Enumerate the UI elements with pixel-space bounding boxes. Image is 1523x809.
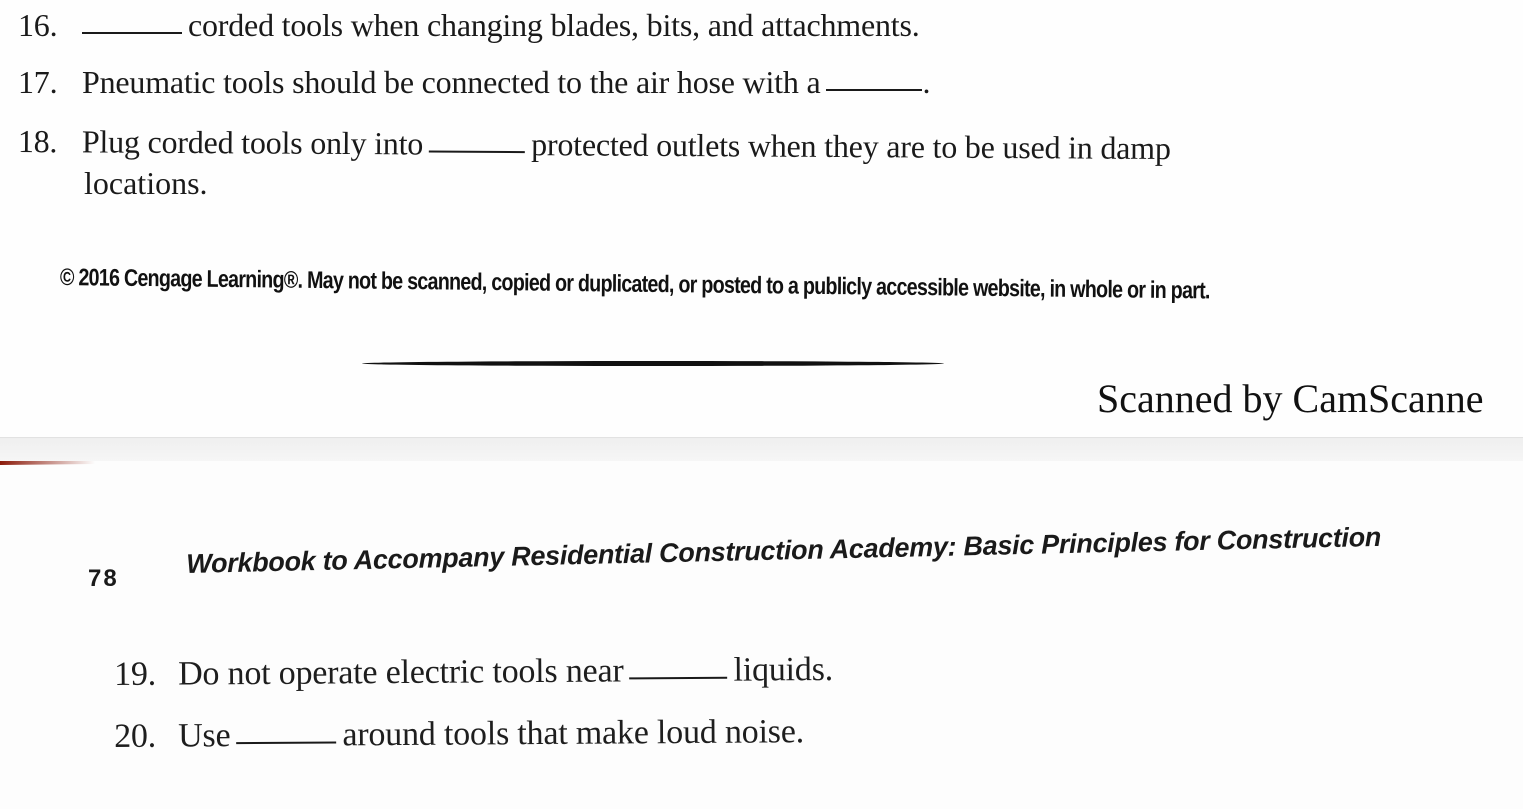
book-title: Workbook to Accompany Residential Construction Academy: Basic Principles for Construction: [186, 521, 1382, 579]
question-16: [18, 6, 920, 44]
copyright-notice: © 2016 Cengage Learning®. May not be scanned, copied or duplicated, or posted to a publicly accessible website, in whole or in part.: [59, 264, 1210, 305]
question-number: 16.: [18, 7, 58, 43]
question-20: [114, 713, 804, 756]
answer-blank: [630, 677, 728, 680]
question-number: 17.: [18, 64, 58, 100]
answer-blank: [826, 89, 922, 91]
bottom-page: [0, 461, 1523, 809]
scanner-watermark: Scanned by CamScanne: [1097, 376, 1484, 421]
page-rule: [362, 361, 944, 366]
question-17: [18, 63, 930, 101]
page-divider: [0, 437, 1523, 462]
question-text-before: Use: [177, 717, 231, 755]
question-number: 19.: [114, 655, 157, 693]
question-text-end: .: [922, 64, 931, 100]
question-text-before: Do not operate electric tools near: [177, 652, 624, 693]
question-number: 20.: [114, 717, 157, 755]
answer-blank: [82, 32, 182, 34]
question-text-after: liquids.: [733, 650, 834, 689]
question-18-continuation: locations.: [84, 165, 208, 201]
page-number: 78: [88, 565, 119, 592]
question-text-before: Plug corded tools only into: [81, 123, 424, 162]
question-text: corded tools when changing blades, bits, and attachments.: [188, 7, 920, 43]
question-18: [18, 122, 1171, 167]
question-text: Pneumatic tools should be connected to the air hose with a: [82, 64, 821, 100]
question-number: 18.: [17, 122, 58, 160]
question-19: [114, 651, 833, 694]
answer-blank: [236, 741, 336, 744]
page-edge-mark: [0, 461, 95, 465]
question-text-after: protected outlets when they are to be used in damp: [531, 126, 1171, 167]
question-text-after: around tools that make loud noise.: [342, 713, 805, 754]
answer-blank: [429, 151, 525, 154]
